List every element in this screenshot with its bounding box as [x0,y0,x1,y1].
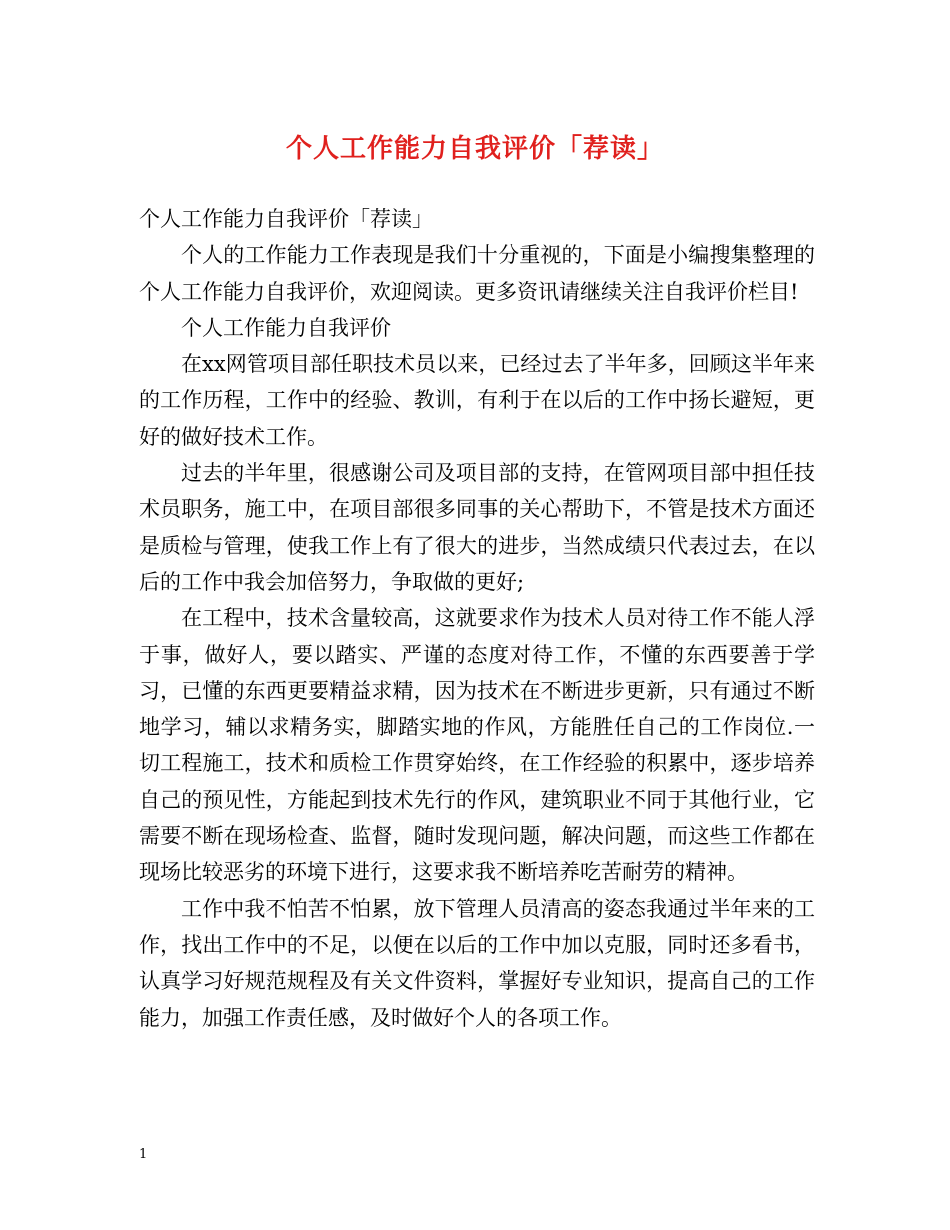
body-paragraph-4: 工作中我不怕苦不怕累，放下管理人员清高的姿态我通过半年来的工作，找出工作中的不足，以便在以后的工作中加以克服，同时还多看书，认真学习好规范规程及有关文件资料，掌握好专业知识，提高自己的工作能力，加强工作责任感，及时做好个人的各项工作。 [139,896,815,1030]
page-number: 1 [139,1147,148,1162]
document-title: 个人工作能力自我评价「荐读」 [285,134,664,164]
body-paragraph-2: 过去的半年里，很感谢公司及项目部的支持，在管网项目部中担任技术员职务，施工中，在项目部很多同事的关心帮助下，不管是技术方面还是质检与管理，使我工作上有了很大的进步，当然成绩只代表过去，在以后的工作中我会加倍努力，争取做的更好; [139,461,815,594]
intro-paragraph: 个人的工作能力工作表现是我们十分重视的，下面是小编搜集整理的个人工作能力自我评价，欢迎阅读。更多资讯请继续关注自我评价栏目! [139,243,815,304]
section-heading: 个人工作能力自我评价 [181,315,391,340]
document-body [139,201,815,1036]
body-paragraph-1: 在xx网管项目部任职技术员以来，已经过去了半年多，回顾这半年来的工作历程，工作中的经验、教训，有利于在以后的工作中扬长避短，更好的做好技术工作。 [139,352,815,449]
body-paragraph-3: 在工程中，技术含量较高，这就要求作为技术人员对待工作不能人浮于事，做好人，要以踏实、严谨的态度对待工作，不懂的东西要善于学习，已懂的东西更要精益求精，因为技术在不断进步更新，只有通过不断地学习，辅以求精务实，脚踏实地的作风，方能胜任自己的工作岗位.一切工程施工，技术和质检工作贯穿始终，在工作经验的积累中，逐步培养自己的预见性，方能起到技术先行的作风，建筑职业不同于其他行业，它需要不断在现场检查、监督，随时发现问题，解决问题，而这些工作都在现场比较恶劣的环境下进行，这要求我不断培养吃苦耐劳的精神。 [139,606,815,885]
subtitle-paragraph: 个人工作能力自我评价「荐读」 [139,207,433,231]
